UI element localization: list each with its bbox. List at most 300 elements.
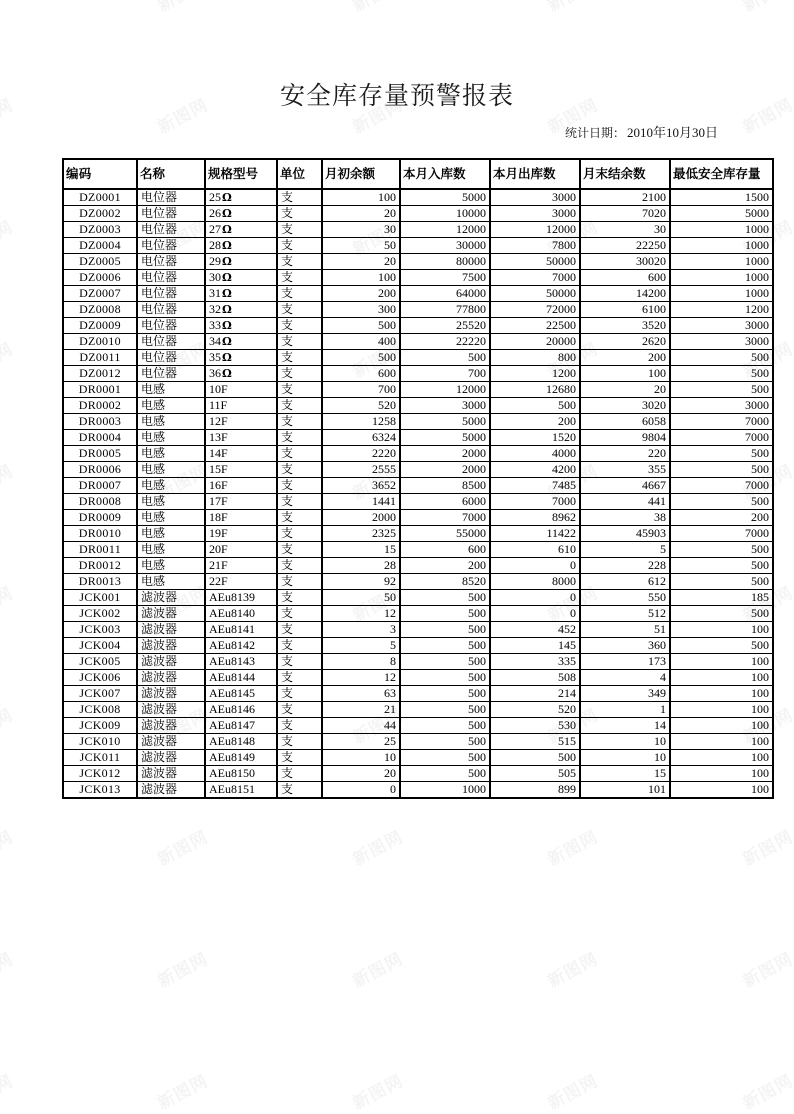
cell-in[interactable]: 500 <box>400 622 490 638</box>
table-row[interactable] <box>63 494 773 510</box>
cell-out[interactable]: 3000 <box>490 206 580 222</box>
cell-code[interactable]: DR0001 <box>63 382 137 398</box>
table-row[interactable] <box>63 478 773 494</box>
cell-end[interactable]: 2100 <box>580 189 670 206</box>
cell-code[interactable]: JCK013 <box>63 782 137 799</box>
cell-safe[interactable]: 1000 <box>670 222 773 238</box>
cell-end[interactable]: 550 <box>580 590 670 606</box>
cell-in[interactable]: 2000 <box>400 446 490 462</box>
cell-begin[interactable]: 1258 <box>322 414 400 430</box>
cell-name[interactable]: 电感 <box>137 430 205 446</box>
cell-unit[interactable]: 支 <box>277 398 322 414</box>
cell-end[interactable]: 173 <box>580 654 670 670</box>
cell-spec[interactable]: AEu8143 <box>205 654 277 670</box>
cell-unit[interactable]: 支 <box>277 238 322 254</box>
table-row[interactable] <box>63 606 773 622</box>
cell-begin[interactable]: 700 <box>322 382 400 398</box>
column-header-safe[interactable]: 最低安全库存量 <box>670 159 773 189</box>
cell-safe[interactable]: 185 <box>670 590 773 606</box>
cell-name[interactable]: 电位器 <box>137 238 205 254</box>
cell-name[interactable]: 电感 <box>137 526 205 542</box>
cell-code[interactable]: DZ0007 <box>63 286 137 302</box>
cell-out[interactable]: 500 <box>490 398 580 414</box>
cell-out[interactable]: 800 <box>490 350 580 366</box>
cell-spec[interactable] <box>205 270 277 286</box>
cell-unit[interactable]: 支 <box>277 590 322 606</box>
cell-end[interactable]: 10 <box>580 750 670 766</box>
cell-begin[interactable]: 12 <box>322 606 400 622</box>
cell-out[interactable]: 22500 <box>490 318 580 334</box>
cell-unit[interactable]: 支 <box>277 382 322 398</box>
cell-in[interactable]: 500 <box>400 718 490 734</box>
cell-begin[interactable]: 10 <box>322 750 400 766</box>
cell-code[interactable]: DR0005 <box>63 446 137 462</box>
cell-in[interactable]: 500 <box>400 766 490 782</box>
cell-safe[interactable]: 100 <box>670 702 773 718</box>
cell-in[interactable]: 2000 <box>400 462 490 478</box>
cell-spec[interactable]: 11F <box>205 398 277 414</box>
cell-safe[interactable]: 7000 <box>670 526 773 542</box>
cell-out[interactable]: 4200 <box>490 462 580 478</box>
table-row[interactable] <box>63 302 773 318</box>
table-row[interactable] <box>63 766 773 782</box>
cell-code[interactable]: DR0012 <box>63 558 137 574</box>
cell-out[interactable]: 508 <box>490 670 580 686</box>
cell-begin[interactable]: 20 <box>322 206 400 222</box>
cell-unit[interactable]: 支 <box>277 542 322 558</box>
cell-unit[interactable]: 支 <box>277 558 322 574</box>
cell-spec[interactable]: 18F <box>205 510 277 526</box>
table-row[interactable] <box>63 718 773 734</box>
cell-end[interactable]: 441 <box>580 494 670 510</box>
cell-end[interactable]: 512 <box>580 606 670 622</box>
cell-out[interactable]: 12000 <box>490 222 580 238</box>
cell-safe[interactable]: 3000 <box>670 318 773 334</box>
cell-end[interactable]: 101 <box>580 782 670 799</box>
cell-spec[interactable] <box>205 366 277 382</box>
cell-unit[interactable]: 支 <box>277 366 322 382</box>
table-row[interactable] <box>63 686 773 702</box>
cell-out[interactable]: 452 <box>490 622 580 638</box>
table-row[interactable] <box>63 206 773 222</box>
cell-in[interactable]: 25520 <box>400 318 490 334</box>
cell-out[interactable]: 214 <box>490 686 580 702</box>
cell-in[interactable]: 12000 <box>400 222 490 238</box>
cell-unit[interactable]: 支 <box>277 494 322 510</box>
table-row[interactable] <box>63 462 773 478</box>
cell-code[interactable]: DR0006 <box>63 462 137 478</box>
cell-end[interactable]: 14 <box>580 718 670 734</box>
cell-unit[interactable]: 支 <box>277 302 322 318</box>
cell-begin[interactable]: 12 <box>322 670 400 686</box>
cell-name[interactable]: 电感 <box>137 382 205 398</box>
cell-out[interactable]: 72000 <box>490 302 580 318</box>
cell-begin[interactable]: 3652 <box>322 478 400 494</box>
cell-spec[interactable]: 14F <box>205 446 277 462</box>
cell-in[interactable]: 500 <box>400 670 490 686</box>
cell-name[interactable]: 电感 <box>137 558 205 574</box>
cell-name[interactable]: 电位器 <box>137 366 205 382</box>
cell-out[interactable]: 50000 <box>490 254 580 270</box>
cell-spec[interactable] <box>205 302 277 318</box>
cell-unit[interactable]: 支 <box>277 750 322 766</box>
cell-out[interactable]: 8962 <box>490 510 580 526</box>
cell-name[interactable]: 滤波器 <box>137 750 205 766</box>
cell-name[interactable]: 滤波器 <box>137 590 205 606</box>
cell-spec[interactable]: 13F <box>205 430 277 446</box>
cell-name[interactable]: 电感 <box>137 414 205 430</box>
cell-begin[interactable]: 3 <box>322 622 400 638</box>
cell-safe[interactable]: 100 <box>670 766 773 782</box>
cell-in[interactable]: 64000 <box>400 286 490 302</box>
cell-begin[interactable]: 30 <box>322 222 400 238</box>
cell-spec[interactable]: AEu8148 <box>205 734 277 750</box>
table-row[interactable] <box>63 734 773 750</box>
cell-name[interactable]: 电感 <box>137 494 205 510</box>
cell-in[interactable]: 7000 <box>400 510 490 526</box>
cell-code[interactable]: JCK006 <box>63 670 137 686</box>
cell-out[interactable]: 0 <box>490 558 580 574</box>
cell-safe[interactable]: 7000 <box>670 430 773 446</box>
cell-unit[interactable]: 支 <box>277 638 322 654</box>
cell-unit[interactable]: 支 <box>277 334 322 350</box>
cell-in[interactable]: 8520 <box>400 574 490 590</box>
cell-begin[interactable]: 500 <box>322 318 400 334</box>
cell-name[interactable]: 滤波器 <box>137 686 205 702</box>
cell-in[interactable]: 500 <box>400 750 490 766</box>
cell-spec[interactable] <box>205 206 277 222</box>
cell-code[interactable]: JCK001 <box>63 590 137 606</box>
cell-unit[interactable]: 支 <box>277 430 322 446</box>
cell-name[interactable]: 电位器 <box>137 318 205 334</box>
column-header-out[interactable]: 本月出库数 <box>490 159 580 189</box>
cell-begin[interactable]: 2325 <box>322 526 400 542</box>
cell-unit[interactable]: 支 <box>277 206 322 222</box>
cell-code[interactable]: JCK004 <box>63 638 137 654</box>
cell-unit[interactable]: 支 <box>277 622 322 638</box>
cell-name[interactable]: 电感 <box>137 398 205 414</box>
cell-end[interactable]: 612 <box>580 574 670 590</box>
cell-spec[interactable]: AEu8141 <box>205 622 277 638</box>
cell-end[interactable]: 45903 <box>580 526 670 542</box>
cell-in[interactable]: 500 <box>400 654 490 670</box>
cell-out[interactable]: 7000 <box>490 270 580 286</box>
cell-out[interactable]: 8000 <box>490 574 580 590</box>
cell-unit[interactable]: 支 <box>277 686 322 702</box>
cell-spec[interactable]: 10F <box>205 382 277 398</box>
cell-safe[interactable]: 200 <box>670 510 773 526</box>
cell-spec[interactable]: 21F <box>205 558 277 574</box>
cell-safe[interactable]: 1000 <box>670 238 773 254</box>
cell-safe[interactable]: 100 <box>670 654 773 670</box>
cell-spec[interactable]: AEu8151 <box>205 782 277 799</box>
cell-out[interactable]: 7485 <box>490 478 580 494</box>
cell-end[interactable]: 200 <box>580 350 670 366</box>
cell-spec[interactable]: AEu8139 <box>205 590 277 606</box>
cell-safe[interactable]: 500 <box>670 462 773 478</box>
cell-safe[interactable]: 500 <box>670 542 773 558</box>
cell-name[interactable]: 电位器 <box>137 222 205 238</box>
cell-safe[interactable]: 3000 <box>670 398 773 414</box>
cell-end[interactable]: 3520 <box>580 318 670 334</box>
cell-safe[interactable]: 1000 <box>670 286 773 302</box>
cell-name[interactable]: 电感 <box>137 478 205 494</box>
cell-begin[interactable]: 92 <box>322 574 400 590</box>
cell-name[interactable]: 电感 <box>137 542 205 558</box>
cell-spec[interactable]: 19F <box>205 526 277 542</box>
cell-in[interactable]: 700 <box>400 366 490 382</box>
cell-unit[interactable]: 支 <box>277 574 322 590</box>
cell-name[interactable]: 电位器 <box>137 254 205 270</box>
cell-unit[interactable]: 支 <box>277 718 322 734</box>
table-row[interactable] <box>63 638 773 654</box>
cell-end[interactable]: 15 <box>580 766 670 782</box>
cell-unit[interactable]: 支 <box>277 606 322 622</box>
cell-out[interactable]: 899 <box>490 782 580 799</box>
cell-end[interactable]: 3020 <box>580 398 670 414</box>
cell-code[interactable]: DZ0002 <box>63 206 137 222</box>
cell-in[interactable]: 30000 <box>400 238 490 254</box>
cell-code[interactable]: DR0010 <box>63 526 137 542</box>
table-row[interactable] <box>63 222 773 238</box>
cell-spec[interactable]: 20F <box>205 542 277 558</box>
cell-safe[interactable]: 100 <box>670 718 773 734</box>
column-header-in[interactable]: 本月入库数 <box>400 159 490 189</box>
cell-unit[interactable]: 支 <box>277 734 322 750</box>
cell-in[interactable]: 500 <box>400 734 490 750</box>
cell-code[interactable]: DZ0009 <box>63 318 137 334</box>
cell-out[interactable]: 3000 <box>490 189 580 206</box>
cell-spec[interactable]: 15F <box>205 462 277 478</box>
cell-in[interactable]: 7500 <box>400 270 490 286</box>
cell-in[interactable]: 200 <box>400 558 490 574</box>
cell-begin[interactable]: 2220 <box>322 446 400 462</box>
cell-in[interactable]: 5000 <box>400 414 490 430</box>
cell-name[interactable]: 电感 <box>137 446 205 462</box>
table-row[interactable] <box>63 334 773 350</box>
cell-begin[interactable]: 20 <box>322 766 400 782</box>
table-row[interactable] <box>63 654 773 670</box>
cell-spec[interactable] <box>205 334 277 350</box>
cell-name[interactable]: 电位器 <box>137 286 205 302</box>
cell-end[interactable]: 7020 <box>580 206 670 222</box>
cell-name[interactable]: 电位器 <box>137 270 205 286</box>
cell-code[interactable]: JCK009 <box>63 718 137 734</box>
table-row[interactable] <box>63 542 773 558</box>
cell-in[interactable]: 5000 <box>400 430 490 446</box>
cell-begin[interactable]: 6324 <box>322 430 400 446</box>
cell-out[interactable]: 200 <box>490 414 580 430</box>
cell-spec[interactable] <box>205 238 277 254</box>
cell-in[interactable]: 500 <box>400 702 490 718</box>
cell-code[interactable]: DR0008 <box>63 494 137 510</box>
cell-spec[interactable]: 12F <box>205 414 277 430</box>
cell-safe[interactable]: 500 <box>670 606 773 622</box>
cell-name[interactable]: 电位器 <box>137 350 205 366</box>
table-row[interactable] <box>63 382 773 398</box>
cell-end[interactable]: 6100 <box>580 302 670 318</box>
table-row[interactable] <box>63 622 773 638</box>
cell-in[interactable]: 500 <box>400 606 490 622</box>
cell-begin[interactable]: 300 <box>322 302 400 318</box>
cell-begin[interactable]: 1441 <box>322 494 400 510</box>
cell-spec[interactable]: AEu8146 <box>205 702 277 718</box>
cell-spec[interactable]: AEu8142 <box>205 638 277 654</box>
cell-in[interactable]: 22220 <box>400 334 490 350</box>
cell-end[interactable]: 228 <box>580 558 670 574</box>
cell-name[interactable]: 滤波器 <box>137 638 205 654</box>
cell-unit[interactable]: 支 <box>277 222 322 238</box>
cell-begin[interactable]: 500 <box>322 350 400 366</box>
cell-safe[interactable]: 3000 <box>670 334 773 350</box>
cell-name[interactable]: 电感 <box>137 574 205 590</box>
cell-name[interactable]: 滤波器 <box>137 718 205 734</box>
cell-begin[interactable]: 20 <box>322 254 400 270</box>
cell-name[interactable]: 滤波器 <box>137 606 205 622</box>
cell-safe[interactable]: 100 <box>670 670 773 686</box>
table-row[interactable] <box>63 398 773 414</box>
cell-code[interactable]: DR0003 <box>63 414 137 430</box>
cell-safe[interactable]: 500 <box>670 494 773 510</box>
cell-out[interactable]: 0 <box>490 606 580 622</box>
cell-out[interactable]: 505 <box>490 766 580 782</box>
cell-begin[interactable]: 21 <box>322 702 400 718</box>
cell-code[interactable]: DZ0003 <box>63 222 137 238</box>
cell-unit[interactable]: 支 <box>277 462 322 478</box>
cell-in[interactable]: 600 <box>400 542 490 558</box>
cell-spec[interactable]: AEu8145 <box>205 686 277 702</box>
cell-safe[interactable]: 100 <box>670 734 773 750</box>
table-row[interactable] <box>63 366 773 382</box>
cell-begin[interactable]: 44 <box>322 718 400 734</box>
table-row[interactable] <box>63 558 773 574</box>
cell-begin[interactable]: 50 <box>322 238 400 254</box>
cell-spec[interactable] <box>205 286 277 302</box>
cell-code[interactable]: DR0013 <box>63 574 137 590</box>
cell-safe[interactable]: 500 <box>670 366 773 382</box>
cell-code[interactable]: DZ0001 <box>63 189 137 206</box>
cell-safe[interactable]: 1500 <box>670 189 773 206</box>
cell-spec[interactable]: AEu8144 <box>205 670 277 686</box>
cell-name[interactable]: 滤波器 <box>137 622 205 638</box>
cell-end[interactable]: 4667 <box>580 478 670 494</box>
cell-out[interactable]: 20000 <box>490 334 580 350</box>
table-row[interactable] <box>63 750 773 766</box>
cell-code[interactable]: DZ0012 <box>63 366 137 382</box>
cell-safe[interactable]: 1200 <box>670 302 773 318</box>
cell-code[interactable]: DZ0004 <box>63 238 137 254</box>
column-header-end[interactable]: 月末结余数 <box>580 159 670 189</box>
cell-unit[interactable]: 支 <box>277 270 322 286</box>
cell-name[interactable]: 电感 <box>137 462 205 478</box>
cell-begin[interactable]: 63 <box>322 686 400 702</box>
cell-out[interactable]: 4000 <box>490 446 580 462</box>
cell-unit[interactable]: 支 <box>277 670 322 686</box>
cell-code[interactable]: DZ0008 <box>63 302 137 318</box>
cell-end[interactable]: 10 <box>580 734 670 750</box>
column-header-code[interactable]: 编码 <box>63 159 137 189</box>
table-row[interactable] <box>63 702 773 718</box>
cell-unit[interactable]: 支 <box>277 782 322 799</box>
cell-in[interactable]: 500 <box>400 638 490 654</box>
cell-begin[interactable]: 50 <box>322 590 400 606</box>
cell-name[interactable]: 滤波器 <box>137 654 205 670</box>
cell-spec[interactable]: 16F <box>205 478 277 494</box>
cell-safe[interactable]: 100 <box>670 750 773 766</box>
cell-code[interactable]: JCK005 <box>63 654 137 670</box>
cell-end[interactable]: 220 <box>580 446 670 462</box>
cell-code[interactable]: DR0009 <box>63 510 137 526</box>
cell-out[interactable]: 145 <box>490 638 580 654</box>
table-row[interactable] <box>63 526 773 542</box>
cell-safe[interactable]: 1000 <box>670 254 773 270</box>
cell-end[interactable]: 360 <box>580 638 670 654</box>
cell-name[interactable]: 电感 <box>137 510 205 526</box>
cell-spec[interactable] <box>205 222 277 238</box>
cell-code[interactable]: DZ0010 <box>63 334 137 350</box>
cell-out[interactable]: 520 <box>490 702 580 718</box>
cell-code[interactable]: JCK002 <box>63 606 137 622</box>
cell-unit[interactable]: 支 <box>277 254 322 270</box>
cell-name[interactable]: 电位器 <box>137 334 205 350</box>
cell-end[interactable]: 355 <box>580 462 670 478</box>
cell-begin[interactable]: 25 <box>322 734 400 750</box>
table-row[interactable] <box>63 590 773 606</box>
cell-begin[interactable]: 600 <box>322 366 400 382</box>
cell-name[interactable]: 电位器 <box>137 302 205 318</box>
cell-end[interactable]: 100 <box>580 366 670 382</box>
cell-end[interactable]: 51 <box>580 622 670 638</box>
table-row[interactable] <box>63 446 773 462</box>
cell-out[interactable]: 335 <box>490 654 580 670</box>
cell-in[interactable]: 500 <box>400 686 490 702</box>
cell-end[interactable]: 6058 <box>580 414 670 430</box>
cell-end[interactable]: 22250 <box>580 238 670 254</box>
cell-end[interactable]: 20 <box>580 382 670 398</box>
cell-end[interactable]: 30 <box>580 222 670 238</box>
table-row[interactable] <box>63 574 773 590</box>
cell-spec[interactable]: AEu8140 <box>205 606 277 622</box>
cell-name[interactable]: 滤波器 <box>137 766 205 782</box>
cell-in[interactable]: 5000 <box>400 189 490 206</box>
cell-safe[interactable]: 500 <box>670 446 773 462</box>
cell-end[interactable]: 4 <box>580 670 670 686</box>
table-row[interactable] <box>63 238 773 254</box>
cell-out[interactable]: 515 <box>490 734 580 750</box>
cell-name[interactable]: 滤波器 <box>137 702 205 718</box>
cell-in[interactable]: 500 <box>400 590 490 606</box>
cell-name[interactable]: 电位器 <box>137 206 205 222</box>
cell-begin[interactable]: 100 <box>322 189 400 206</box>
table-row[interactable] <box>63 254 773 270</box>
cell-begin[interactable]: 200 <box>322 286 400 302</box>
cell-safe[interactable]: 500 <box>670 638 773 654</box>
cell-begin[interactable]: 0 <box>322 782 400 799</box>
cell-code[interactable]: DR0011 <box>63 542 137 558</box>
cell-out[interactable]: 7800 <box>490 238 580 254</box>
cell-unit[interactable]: 支 <box>277 766 322 782</box>
cell-safe[interactable]: 500 <box>670 574 773 590</box>
cell-safe[interactable]: 500 <box>670 558 773 574</box>
cell-end[interactable]: 38 <box>580 510 670 526</box>
cell-spec[interactable] <box>205 318 277 334</box>
cell-unit[interactable]: 支 <box>277 510 322 526</box>
cell-begin[interactable]: 5 <box>322 638 400 654</box>
cell-end[interactable]: 30020 <box>580 254 670 270</box>
cell-code[interactable]: DR0004 <box>63 430 137 446</box>
cell-unit[interactable]: 支 <box>277 350 322 366</box>
cell-in[interactable]: 10000 <box>400 206 490 222</box>
